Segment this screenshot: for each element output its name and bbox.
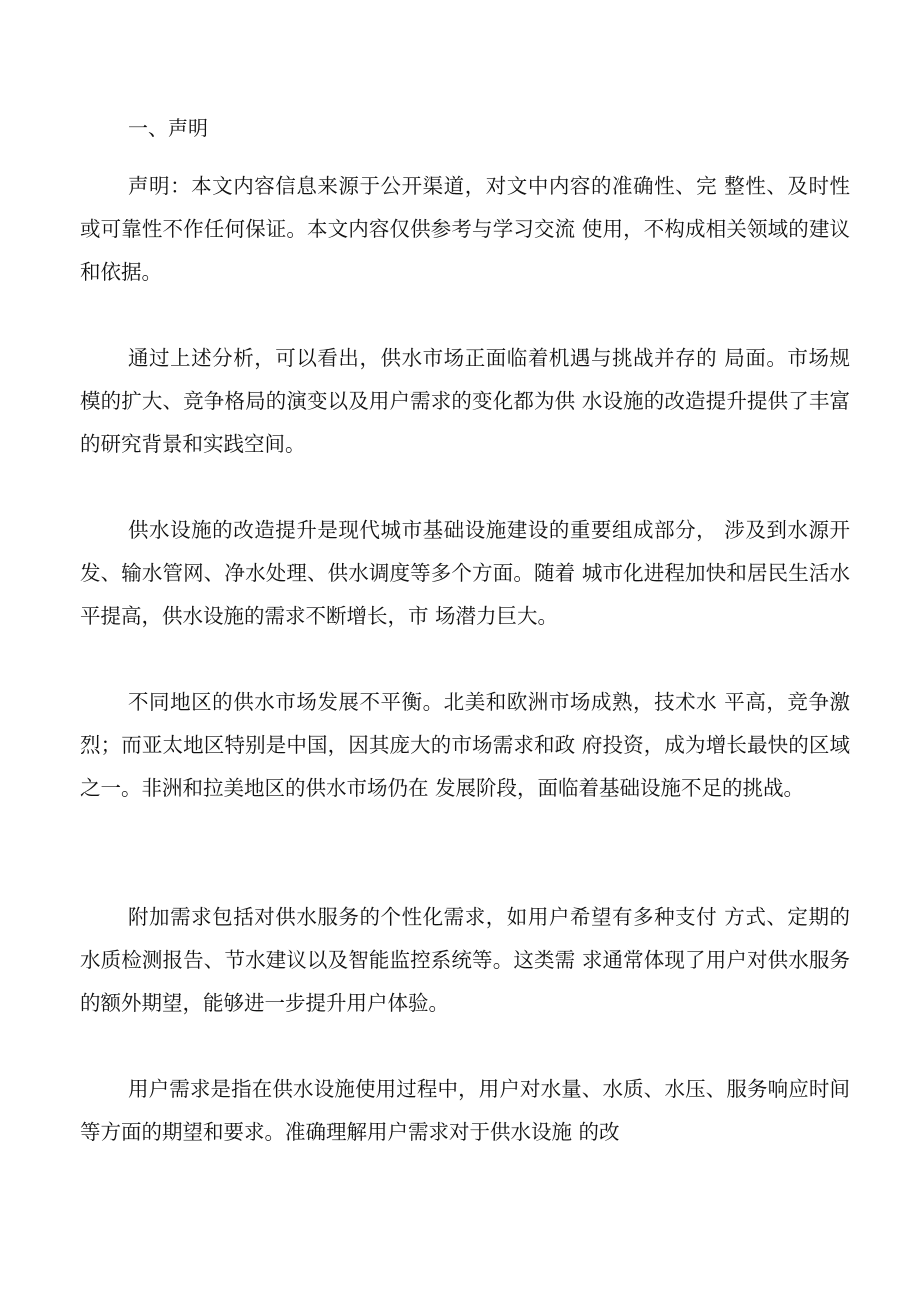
analysis-summary-paragraph: 通过上述分析，可以看出，供水市场正面临着机遇与挑战并存的 局面。市场规模的扩大、竞争格局的演变以及用户需求的变化都为供 水设施的改造提升提供了丰富的研究背景和实践空间。 — [80, 346, 850, 456]
facility-upgrade-paragraph: 供水设施的改造提升是现代城市基础设施建设的重要组成部分， 涉及到水源开发、输水管网、净水处理、供水调度等多个方面。随着 城市化进程加快和居民生活水平提高，供水设施的需求不断增长，市 场潜力巨大。 — [80, 518, 850, 628]
additional-demand-paragraph: 附加需求包括对供水服务的个性化需求，如用户希望有多种支付 方式、定期的水质检测报告、节水建议以及智能监控系统等。这类需 求通常体现了用户对供水服务的额外期望，能够进一步提升用户体验。 — [80, 905, 850, 1015]
regional-market-paragraph: 不同地区的供水市场发展不平衡。北美和欧洲市场成熟，技术水 平高，竞争激烈；而亚太地区特别是中国，因其庞大的市场需求和政 府投资，成为增长最快的区域之一。非洲和拉美地区的供水市场仍在 发展阶段，面临着基础设施不足的挑战。 — [80, 690, 850, 800]
section-heading: 一、声明 — [128, 116, 208, 140]
disclaimer-paragraph: 声明：本文内容信息来源于公开渠道，对文中内容的准确性、完 整性、及时性或可靠性不作任何保证。本文内容仅供参考与学习交流 使用，不构成相关领域的建议和依据。 — [80, 174, 850, 284]
user-demand-paragraph: 用户需求是指在供水设施使用过程中，用户对水量、水质、水压、服务响应时间等方面的期望和要求。准确理解用户需求对于供水设施 的改 — [80, 1077, 850, 1144]
